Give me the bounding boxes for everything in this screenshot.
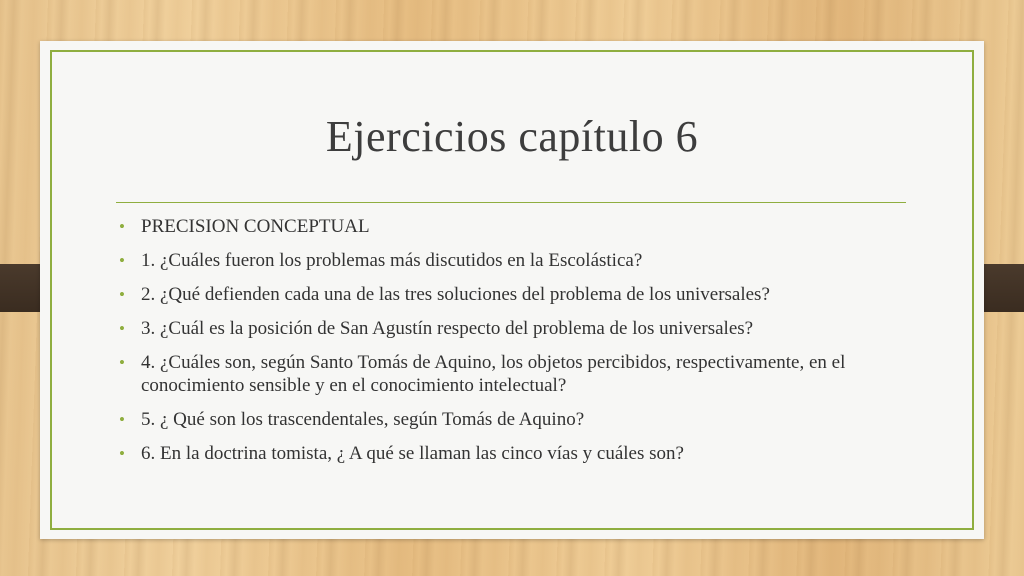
title-divider [116,202,906,203]
bullet-text: 4. ¿Cuáles son, según Santo Tomás de Aquino, los objetos percibidos, respectivamente, en el conocimiento sensible y en el conocimiento intelectual? [141,352,846,396]
slide-card [40,41,984,539]
bullet-item [116,215,936,238]
bullet-icon: • [119,251,125,270]
bullet-icon: • [119,217,125,236]
bullet-icon: • [119,410,125,429]
bullet-list [116,215,936,476]
bullet-icon: • [119,319,125,338]
bullet-text: 3. ¿Cuál es la posición de San Agustín respecto del problema de los universales? [141,318,754,339]
left-binder-tab [0,264,40,312]
bullet-item [116,408,936,431]
bullet-text: 5. ¿ Qué son los trascendentales, según Tomás de Aquino? [141,409,585,430]
slide-title: Ejercicios capítulo 6 [325,112,699,161]
bullet-text: 2. ¿Qué defienden cada una de las tres soluciones del problema de los universales? [141,284,770,305]
bullet-item [116,351,936,397]
bullet-icon: • [119,285,125,304]
bullet-item [116,249,936,272]
bullet-text: PRECISION CONCEPTUAL [141,216,370,237]
bullet-icon: • [119,444,125,463]
bullet-text: 1. ¿Cuáles fueron los problemas más discutidos en la Escolástica? [141,250,643,271]
bullet-text: 6. En la doctrina tomista, ¿ A qué se llaman las cinco vías y cuáles son? [141,443,684,464]
bullet-item [116,442,936,465]
bullet-item [116,317,936,340]
bullet-item [116,283,936,306]
bullet-icon: • [119,353,125,372]
